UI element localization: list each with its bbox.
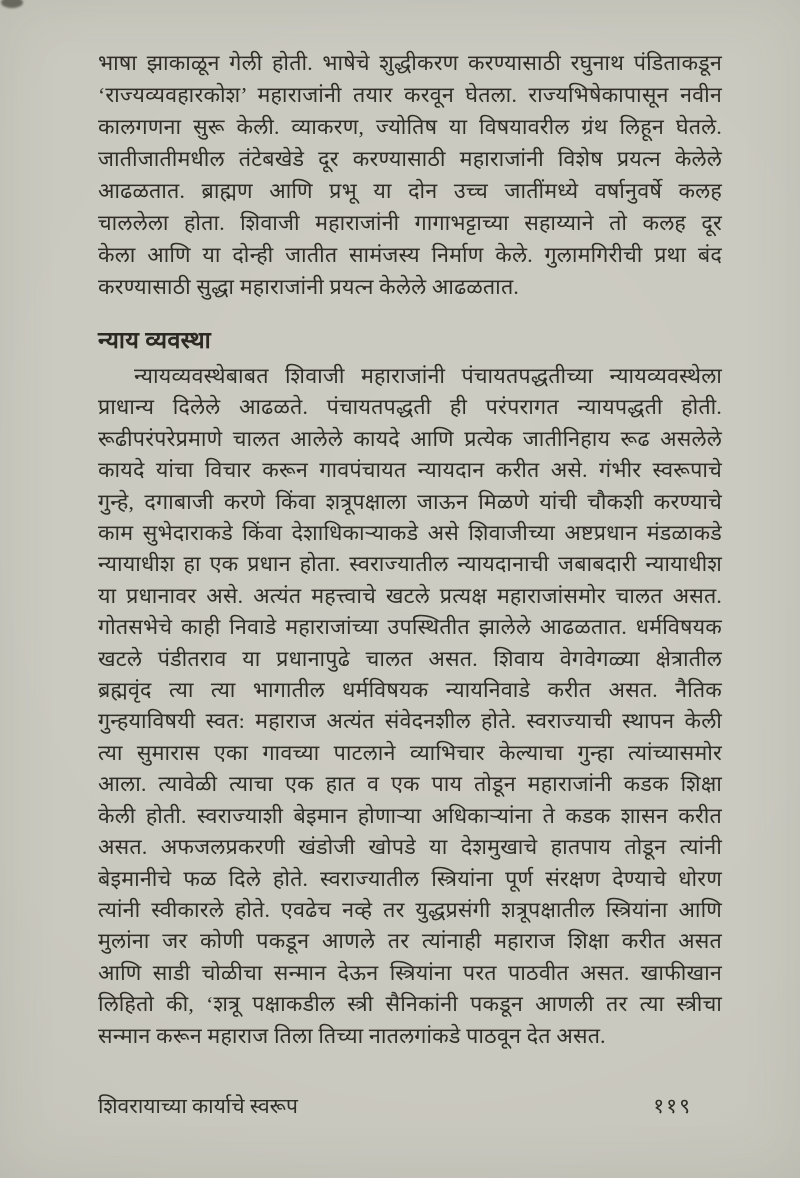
text-line: रूढीपरंपरेप्रमाणे चालत आलेले कायदे आणि प्रत्येक जातीनिहाय रूढ असलेले xyxy=(98,426,722,451)
text-line: आला. त्यावेळी त्याचा एक हात व एक पाय तोडून महाराजांनी कडक शिक्षा xyxy=(98,772,722,797)
text-line: असत. अफजलप्रकरणी खंडोजी खोपडे या देशमुखाचे हातपाय तोडून त्यांनी xyxy=(98,835,722,860)
text-line: केला आणि या दोन्ही जातीत सामंजस्य निर्माण केले. गुलामगिरीची प्रथा बंद xyxy=(98,243,722,267)
page-number: ११९ xyxy=(653,1094,692,1118)
text-line: चाललेला होता. शिवाजी महाराजांनी गागाभट्टाच्या सहाय्याने तो कलह दूर xyxy=(98,211,722,235)
text-line: आणि साडी चोळीचा सन्मान देऊन स्त्रियांना परत पाठवीत असत. खाफीखान xyxy=(98,960,722,985)
text-line: ‘राज्यव्यवहारकोश’ महाराजांनी तयार करवून घेतला. राज्यभिषेकापासून नवीन xyxy=(98,83,722,107)
text-line: गोतसभेचे काही निवाडे महाराजांच्या उपस्थितीत झालेले आढळतात. धर्मविषयक xyxy=(98,615,722,640)
paragraph-1 xyxy=(98,47,722,303)
text-line: काम सुभेदाराकडे किंवा देशाधिकाऱ्याकडे असे शिवाजीच्या अष्टप्रधान मंडळाकडे xyxy=(98,521,722,546)
text-line: त्या सुमारास एका गावच्या पाटलाने व्याभिचार केल्याचा गुन्हा त्यांच्यासमोर xyxy=(98,740,722,765)
text-line: खटले पंडीतराव या प्रधानापुढे चालत असत. शिवाय वेगवेगळ्या क्षेत्रातील xyxy=(98,646,722,671)
text-line: करण्यासाठी सुद्धा महाराजांनी प्रयत्न केलेले आढळतात. xyxy=(98,275,519,299)
section-heading: न्याय व्यवस्था xyxy=(98,328,212,354)
text-line: आढळतात. ब्राह्मण आणि प्रभू या दोन उच्च जातींमध्ये वर्षानुवर्षे कलह xyxy=(98,179,722,203)
text-line: लिहितो की, ‘शत्रू पक्षाकडील स्त्री सैनिकांनी पकडून आणली तर त्या स्त्रीचा xyxy=(98,992,722,1017)
text-line: या प्रधानावर असे. अत्यंत महत्त्वाचे खटले प्रत्यक्ष महाराजांसमोर चालत असत. xyxy=(98,583,722,608)
text-line: प्राधान्य दिलेले आढळते. पंचायतपद्धती ही परंपरागत न्यायपद्धती होती. xyxy=(98,395,722,420)
text-line: सन्मान करून महाराज तिला तिच्या नातलगांकडे पाठवून देत असत. xyxy=(98,1023,606,1048)
text-line: त्यांनी स्वीकारले होते. एवढेच नव्हे तर युद्धप्रसंगी शत्रूपक्षातील स्त्रियांना आणि xyxy=(98,897,722,922)
text-line: कायदे यांचा विचार करून गावपंचायत न्यायदान करीत असे. गंभीर स्वरूपाचे xyxy=(98,458,722,483)
text-line: मुलांना जर कोणी पकडून आणले तर त्यांनाही महाराज शिक्षा करीत असत xyxy=(98,929,722,954)
running-title: शिवरायाच्या कार्याचे स्वरूप xyxy=(98,1094,298,1118)
text-line: जातीजातीमधील तंटेबखेडे दूर करण्यासाठी महाराजांनी विशेष प्रयत्न केलेले xyxy=(98,147,722,171)
text-line: केली होती. स्वराज्याशी बेइमान होणाऱ्या अधिकाऱ्यांना ते कडक शासन करीत xyxy=(98,803,722,828)
paragraph-2 xyxy=(98,361,722,1052)
text-line: कालगणना सुरू केली. व्याकरण, ज्योतिष या विषयावरील ग्रंथ लिहून घेतले. xyxy=(98,115,722,139)
text-line: बेइमानीचे फळ दिले होते. स्वराज्यातील स्त्रियांना पूर्ण संरक्षण देण्याचे धोरण xyxy=(98,866,722,891)
text-line: न्यायाधीश हा एक प्रधान होता. स्वराज्यातील न्यायदानाची जबाबदारी न्यायाधीश xyxy=(98,552,722,577)
text-line: गुन्हयाविषयी स्वत: महाराज अत्यंत संवेदनशील होते. स्वराज्याची स्थापन केली xyxy=(98,709,722,734)
text-line: भाषा झाकाळून गेली होती. भाषेचे शुद्धीकरण करण्यासाठी रघुनाथ पंडिताकडून xyxy=(98,51,722,75)
text-line: ब्रह्मवृंद त्या त्या भागातील धर्मविषयक न्यायनिवाडे करीत असत. नैतिक xyxy=(98,678,722,703)
text-line: गुन्हे, दगाबाजी करणे किंवा शत्रूपक्षाला जाऊन मिळणे यांची चौकशी करण्याचे xyxy=(98,489,722,514)
page-footer xyxy=(98,1091,722,1121)
scan-artifact-spot xyxy=(1,0,23,8)
text-line: न्यायव्यवस्थेबाबत शिवाजी महाराजांनी पंचायतपद्धतीच्या न्यायव्यवस्थेला xyxy=(134,364,722,388)
